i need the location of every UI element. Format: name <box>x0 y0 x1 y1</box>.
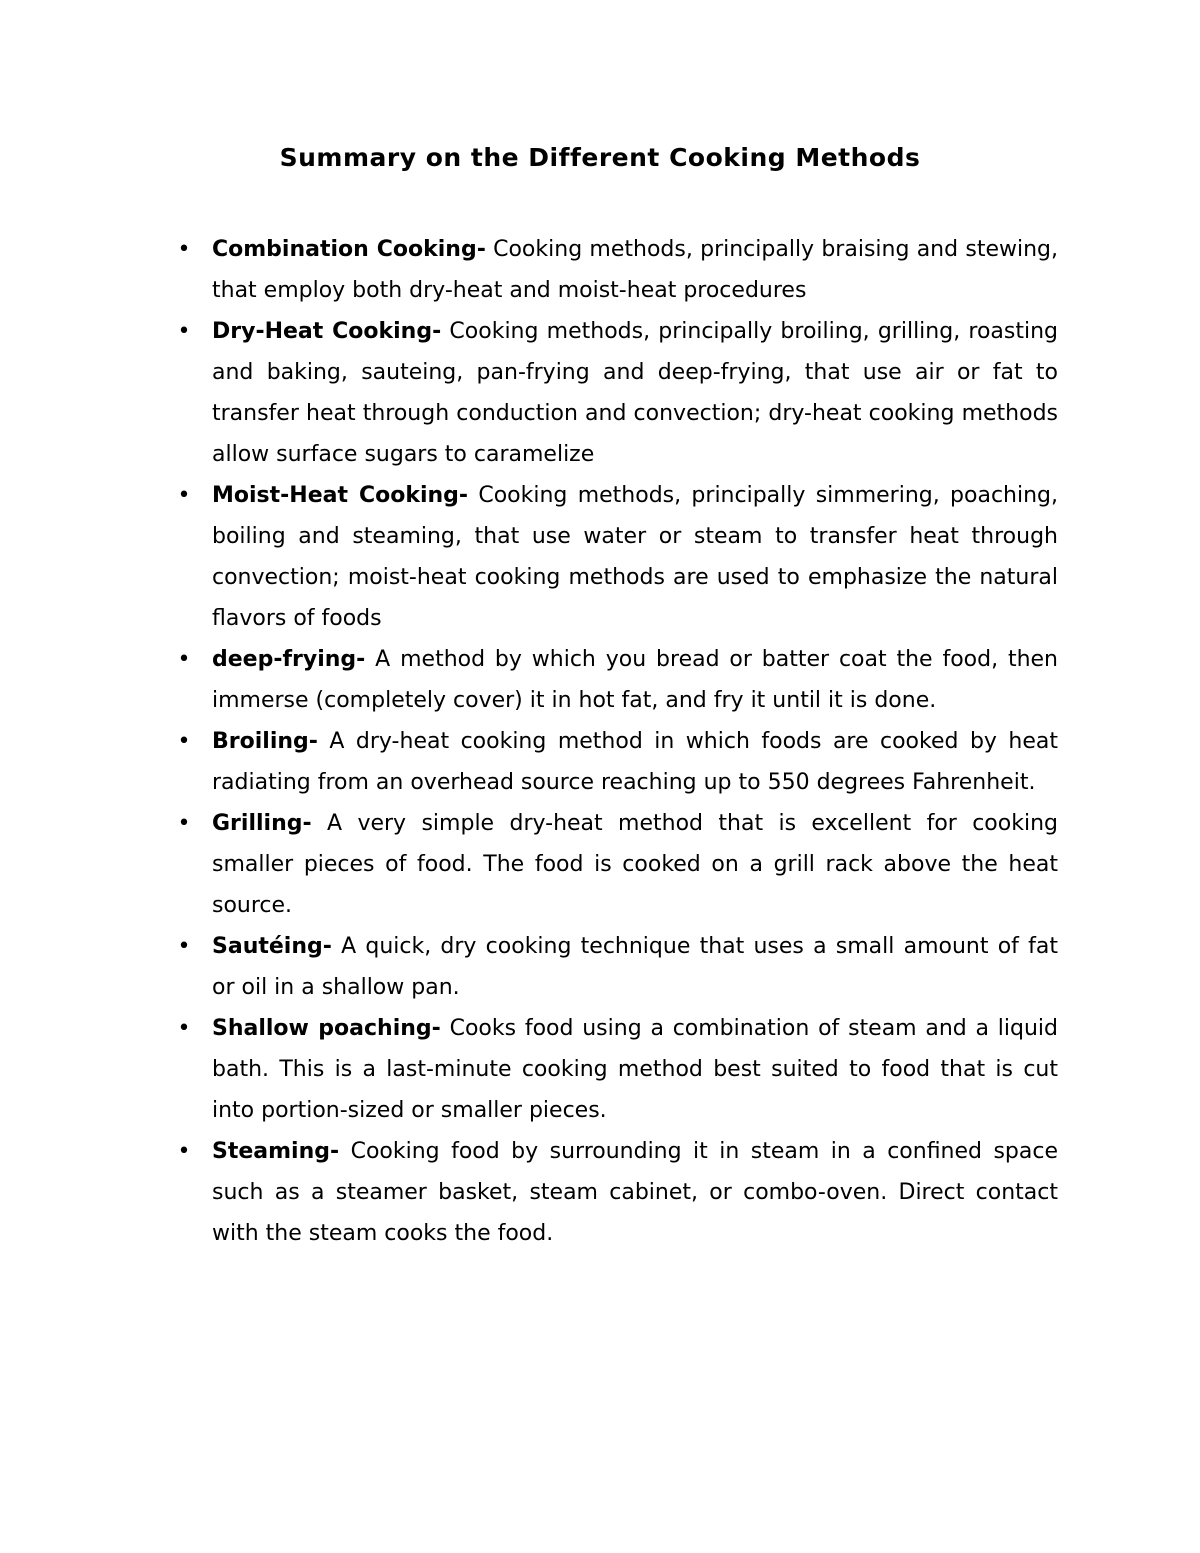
method-description: Cooks food using a combination of steam and a liquid bath. This is a last-minute cooking method best suited to food that is cut into portion-sized or smaller pieces. <box>212 1016 1058 1123</box>
list-item <box>177 311 1059 475</box>
bullet-icon: • <box>177 647 191 672</box>
list-item <box>177 1008 1058 1131</box>
list-item <box>177 1131 1058 1254</box>
method-description: Cooking food by surrounding it in steam in a confined space such as a steamer basket, steam cabinet, or combo-oven. Direct contact with the steam cooks the food. <box>212 1139 1058 1246</box>
method-term: Grilling- <box>212 811 312 836</box>
list-item <box>177 229 1058 311</box>
method-term: Steaming- <box>212 1139 340 1164</box>
list-item <box>177 721 1058 803</box>
cooking-methods-list <box>177 229 1059 1254</box>
method-description: A quick, dry cooking technique that uses a small amount of fat or oil in a shallow pan. <box>212 934 1058 1000</box>
method-description: Cooking methods, principally simmering, poaching, boiling and steaming, that use water or steam to transfer heat through convection; moist-heat cooking methods are used to emphasize the natural flavors of foods <box>212 483 1058 631</box>
list-item <box>177 803 1058 926</box>
method-term: Dry-Heat Cooking- <box>212 319 442 344</box>
document-title: Summary on the Different Cooking Methods <box>279 143 921 172</box>
method-description: A dry-heat cooking method in which foods are cooked by heat radiating from an overhead source reaching up to 550 degrees Fahrenheit. <box>212 729 1058 795</box>
method-term: Moist-Heat Cooking- <box>212 483 469 508</box>
method-description: Cooking methods, principally broiling, grilling, roasting and baking, sauteing, pan-frying and deep-frying, that use air or fat to transfer heat through conduction and convection; dry-heat cooking methods allow surface sugars to caramelize <box>212 319 1059 467</box>
list-item <box>177 475 1058 639</box>
bullet-icon: • <box>177 1016 191 1041</box>
bullet-icon: • <box>177 934 191 959</box>
bullet-icon: • <box>177 237 191 262</box>
method-term: deep-frying- <box>212 647 366 672</box>
method-term: Shallow poaching- <box>212 1016 441 1041</box>
list-item <box>177 639 1058 721</box>
method-description: A method by which you bread or batter coat the food, then immerse (completely cover) it in hot fat, and fry it until it is done. <box>212 647 1058 713</box>
method-term: Sautéing- <box>212 934 332 959</box>
method-term: Broiling- <box>212 729 318 754</box>
bullet-icon: • <box>177 319 191 344</box>
bullet-icon: • <box>177 729 191 754</box>
bullet-icon: • <box>177 811 191 836</box>
bullet-icon: • <box>177 1139 191 1164</box>
method-term: Combination Cooking- <box>212 237 486 262</box>
bullet-icon: • <box>177 483 191 508</box>
method-description: A very simple dry-heat method that is excellent for cooking smaller pieces of food. The food is cooked on a grill rack above the heat source. <box>212 811 1058 918</box>
method-description: Cooking methods, principally braising and stewing, that employ both dry-heat and moist-heat procedures <box>212 237 1058 303</box>
list-item <box>177 926 1058 1008</box>
